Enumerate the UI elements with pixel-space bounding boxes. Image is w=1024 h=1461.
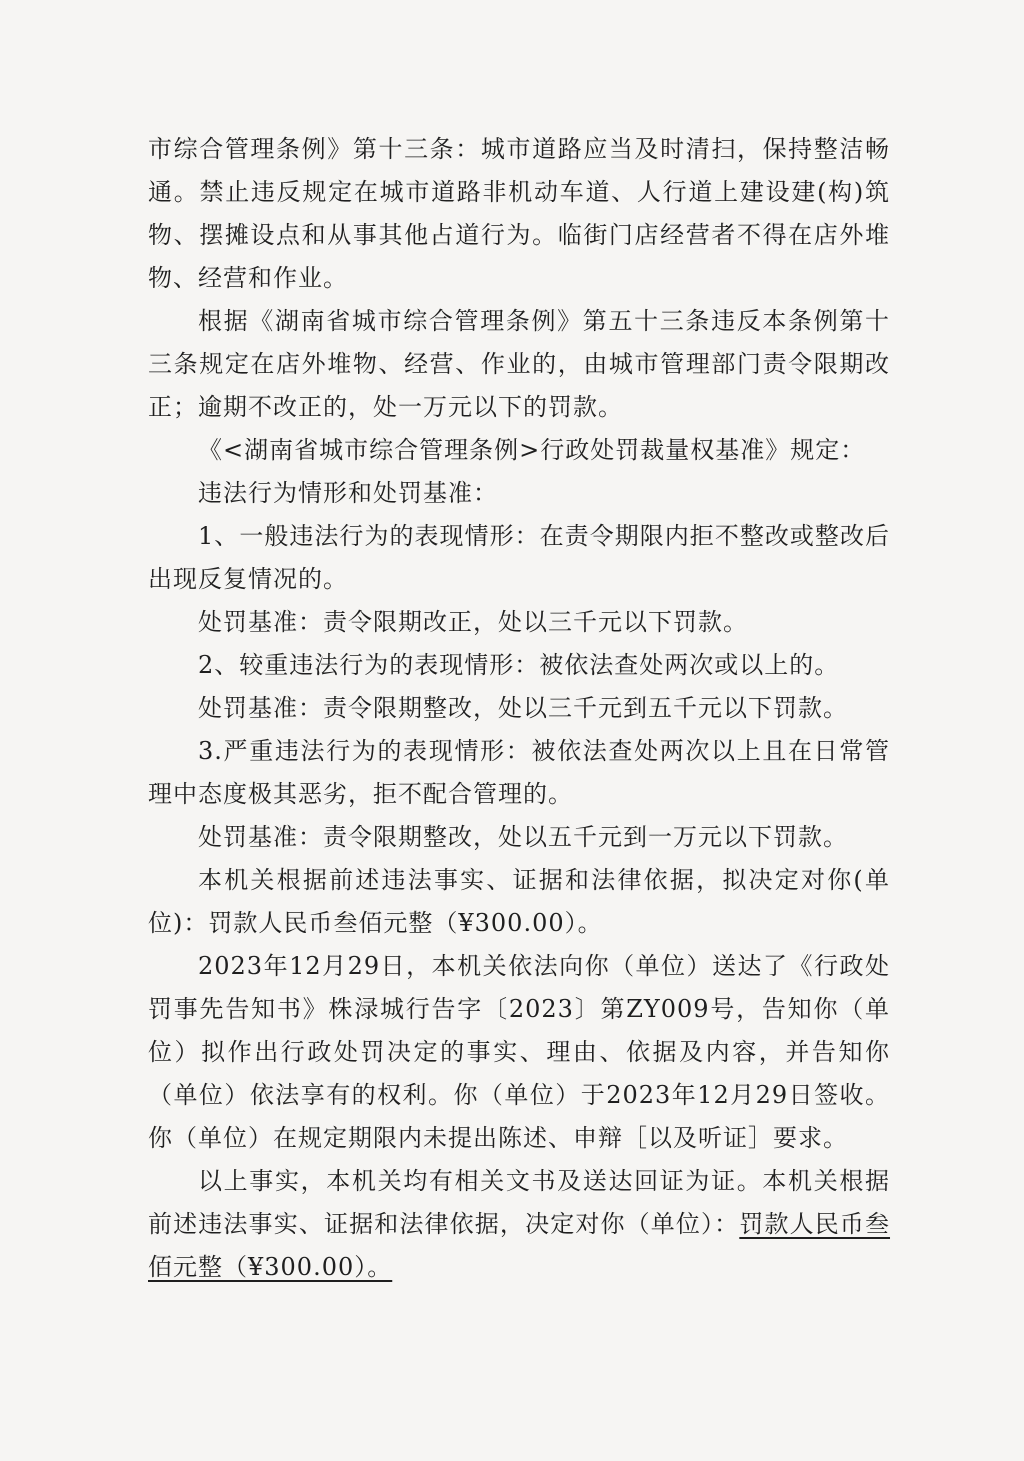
final-fine-amount: 罚款人民币叁佰元整（¥300.00）。 — [148, 1210, 891, 1281]
paragraph-serious-penalty-standard: 处罚基准：责令限期整改，处以三千元到五千元以下罚款。 — [198, 694, 848, 722]
paragraph-regulation-article-13: 市综合管理条例》第十三条：城市道路应当及时清扫，保持整洁畅通。禁止违反规定在城市道路非机动车道、人行道上建设建(构)筑物、摆摊设点和从事其他占道行为。临街门店经营者不得在店外堆物、经营和作业。 — [148, 135, 890, 292]
paragraph-article-53-penalty: 根据《湖南省城市综合管理条例》第五十三条违反本条例第十三条规定在店外堆物、经营、作业的，由城市管理部门责令限期改正；逾期不改正的，处一万元以下的罚款。 — [148, 307, 890, 421]
document-body — [148, 128, 890, 1289]
paragraph-severe-violation: 3.严重违法行为的表现情形：被依法查处两次以上且在日常管理中态度极其恶劣，拒不配合管理的。 — [148, 737, 890, 808]
paragraph-notice-delivery: 2023年12月29日，本机关依法向你（单位）送达了《行政处罚事先告知书》株渌城行告字〔2023〕第ZY009号，告知你（单位）拟作出行政处罚决定的事实、理由、依据及内容，并告知你（单位）依法享有的权利。你（单位）于2023年12月29日签收。你（单位）在规定期限内未提出陈述、申辩［以及听证］要求。 — [148, 952, 890, 1152]
paragraph-general-violation: 1、一般违法行为的表现情形：在责令期限内拒不整改或整改后出现反复情况的。 — [148, 522, 890, 593]
paragraph-severe-penalty-standard: 处罚基准：责令限期整改，处以五千元到一万元以下罚款。 — [198, 823, 848, 851]
paragraph-general-penalty-standard: 处罚基准：责令限期改正，处以三千元以下罚款。 — [198, 608, 748, 636]
paragraph-proposed-decision: 本机关根据前述违法事实、证据和法律依据，拟决定对你(单位)：罚款人民币叁佰元整（¥300.00）。 — [148, 866, 890, 937]
final-decision-text: 以上事实，本机关均有相关文书及送达回证为证。本机关根据前述违法事实、证据和法律依据，决定对你（单位）： — [148, 1167, 890, 1238]
paragraph-discretion-standard-title: 《<湖南省城市综合管理条例>行政处罚裁量权基准》规定： — [198, 436, 866, 464]
paragraph-serious-violation: 2、较重违法行为的表现情形：被依法查处两次或以上的。 — [198, 651, 840, 679]
paragraph-final-decision — [148, 1160, 890, 1289]
paragraph-violation-categories-heading: 违法行为情形和处罚基准： — [198, 479, 498, 507]
